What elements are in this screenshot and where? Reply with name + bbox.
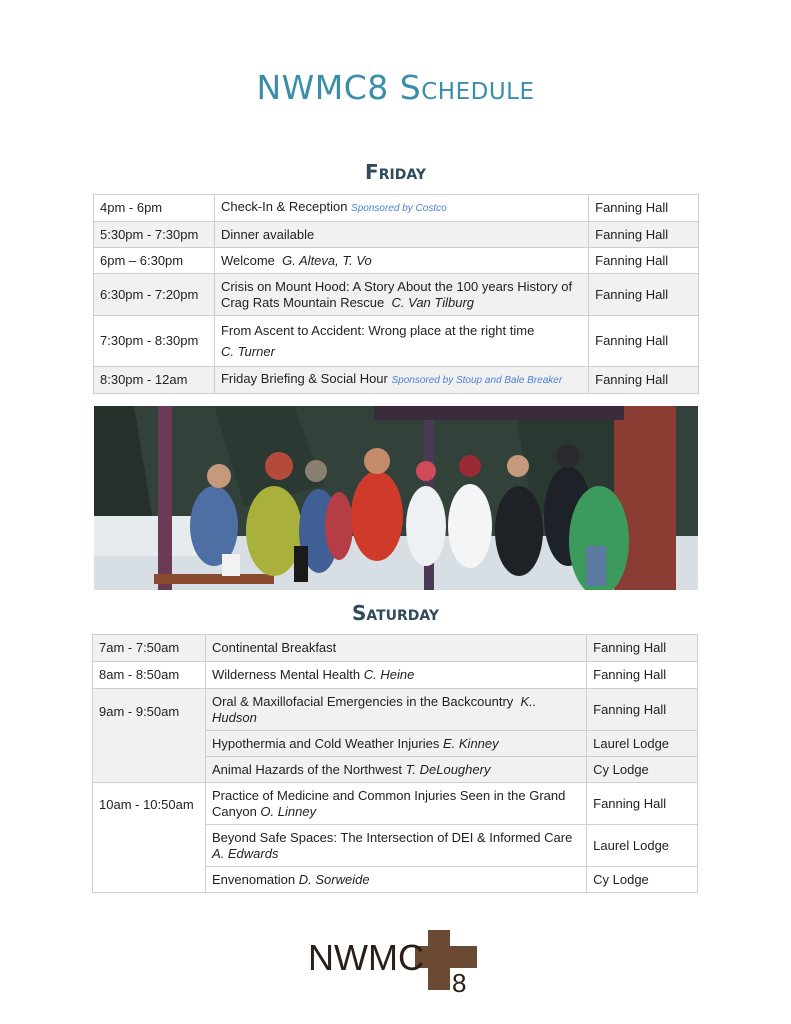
time-cell: 6:30pm - 7:20pm <box>94 274 215 316</box>
logo-number: 8 <box>452 968 467 996</box>
location-cell: Fanning Hall <box>589 248 699 274</box>
friday-schedule-table <box>93 194 699 394</box>
location-cell: Fanning Hall <box>587 662 698 689</box>
speaker-name: O. Linney <box>260 803 317 819</box>
event-title: Oral & Maxillofacial Emergencies in the Backcountry <box>211 693 514 709</box>
location-cell: Fanning Hall <box>589 195 699 222</box>
event-title: Envenomation <box>211 871 296 887</box>
sponsor-note: Sponsored by Stoup and Bale Breaker <box>391 375 563 386</box>
location-cell: Fanning Hall <box>587 689 698 731</box>
location-cell: Fanning Hall <box>587 783 698 825</box>
event-title: Wilderness Mental Health <box>211 667 361 682</box>
table-row <box>94 248 699 274</box>
saturday-heading: Saturday <box>351 601 440 625</box>
nwmc8-logo <box>300 926 490 996</box>
table-row <box>93 689 698 731</box>
event-cell <box>205 731 586 757</box>
speaker-name: A. Edwards <box>211 845 279 861</box>
time-cell: 6pm – 6:30pm <box>94 248 215 274</box>
event-title: Friday Briefing & Social Hour <box>220 371 388 386</box>
saturday-schedule-table <box>92 634 698 893</box>
location-cell: Cy Lodge <box>587 867 698 893</box>
event-title: Beyond Safe Spaces: The Intersection of DEI & Informed Care <box>211 829 573 845</box>
sponsor-note: Sponsored by Costco <box>351 203 447 214</box>
event-title: Hypothermia and Cold Weather Injuries <box>211 735 440 751</box>
time-cell: 4pm - 6pm <box>94 195 215 222</box>
event-cell <box>205 635 586 662</box>
speaker-name: T. DeLoughery <box>405 761 491 777</box>
event-title: Practice of Medicine and Common Injuries Seen in the Grand Canyon <box>211 787 566 819</box>
event-cell <box>205 867 586 893</box>
event-title: Animal Hazards of the Northwest <box>211 761 403 777</box>
page-title: NWMC8 Schedule <box>256 68 535 107</box>
group-photo-illustration <box>94 406 698 590</box>
speaker-name: G. Alteva, T. Vo <box>282 252 372 268</box>
event-cell <box>205 783 586 825</box>
speaker-name: K.. Hudson <box>211 693 537 725</box>
table-row <box>93 635 698 662</box>
event-title: Welcome <box>220 252 275 268</box>
time-cell: 10am - 10:50am <box>93 783 206 893</box>
speaker-name: C. Heine <box>363 667 415 682</box>
time-cell: 8am - 8:50am <box>93 662 206 689</box>
event-cell <box>214 248 588 274</box>
event-cell <box>214 367 588 394</box>
friday-heading: Friday <box>365 160 426 184</box>
event-cell <box>214 195 588 222</box>
location-cell: Cy Lodge <box>587 757 698 783</box>
time-cell: 8:30pm - 12am <box>94 367 215 394</box>
event-cell <box>214 274 588 316</box>
event-title: Crisis on Mount Hood: A Story About the 100 years History of Crag Rats Mountain Rescue <box>220 278 573 310</box>
event-cell <box>214 316 588 367</box>
location-cell: Fanning Hall <box>587 635 698 662</box>
table-row <box>94 316 699 367</box>
event-cell <box>205 825 586 867</box>
event-cell <box>214 222 588 248</box>
logo-text: NWMC <box>308 937 424 978</box>
table-row <box>94 195 699 222</box>
time-cell: 7:30pm - 8:30pm <box>94 316 215 367</box>
location-cell: Laurel Lodge <box>587 825 698 867</box>
event-title: Continental Breakfast <box>211 640 337 655</box>
speaker-name: C. Van Tilburg <box>391 294 475 310</box>
time-cell: 5:30pm - 7:30pm <box>94 222 215 248</box>
event-title: Check-In & Reception <box>220 199 348 214</box>
location-cell: Fanning Hall <box>589 274 699 316</box>
group-photo <box>94 406 698 590</box>
speaker-name: C. Turner <box>220 344 275 359</box>
table-row <box>93 662 698 689</box>
speaker-name: E. Kinney <box>442 735 499 751</box>
table-row <box>94 274 699 316</box>
event-title: From Ascent to Accident: Wrong place at the right time <box>220 323 535 338</box>
location-cell: Laurel Lodge <box>587 731 698 757</box>
event-title: Dinner available <box>220 226 315 242</box>
table-row <box>94 222 699 248</box>
time-cell: 7am - 7:50am <box>93 635 206 662</box>
location-cell: Fanning Hall <box>589 316 699 367</box>
logo-cross-icon <box>300 926 490 996</box>
event-cell <box>205 689 586 731</box>
location-cell: Fanning Hall <box>589 222 699 248</box>
event-cell <box>205 757 586 783</box>
table-row <box>94 367 699 394</box>
speaker-name: D. Sorweide <box>298 871 370 887</box>
event-cell <box>205 662 586 689</box>
location-cell: Fanning Hall <box>589 367 699 394</box>
table-row <box>93 783 698 825</box>
time-cell: 9am - 9:50am <box>93 689 206 783</box>
